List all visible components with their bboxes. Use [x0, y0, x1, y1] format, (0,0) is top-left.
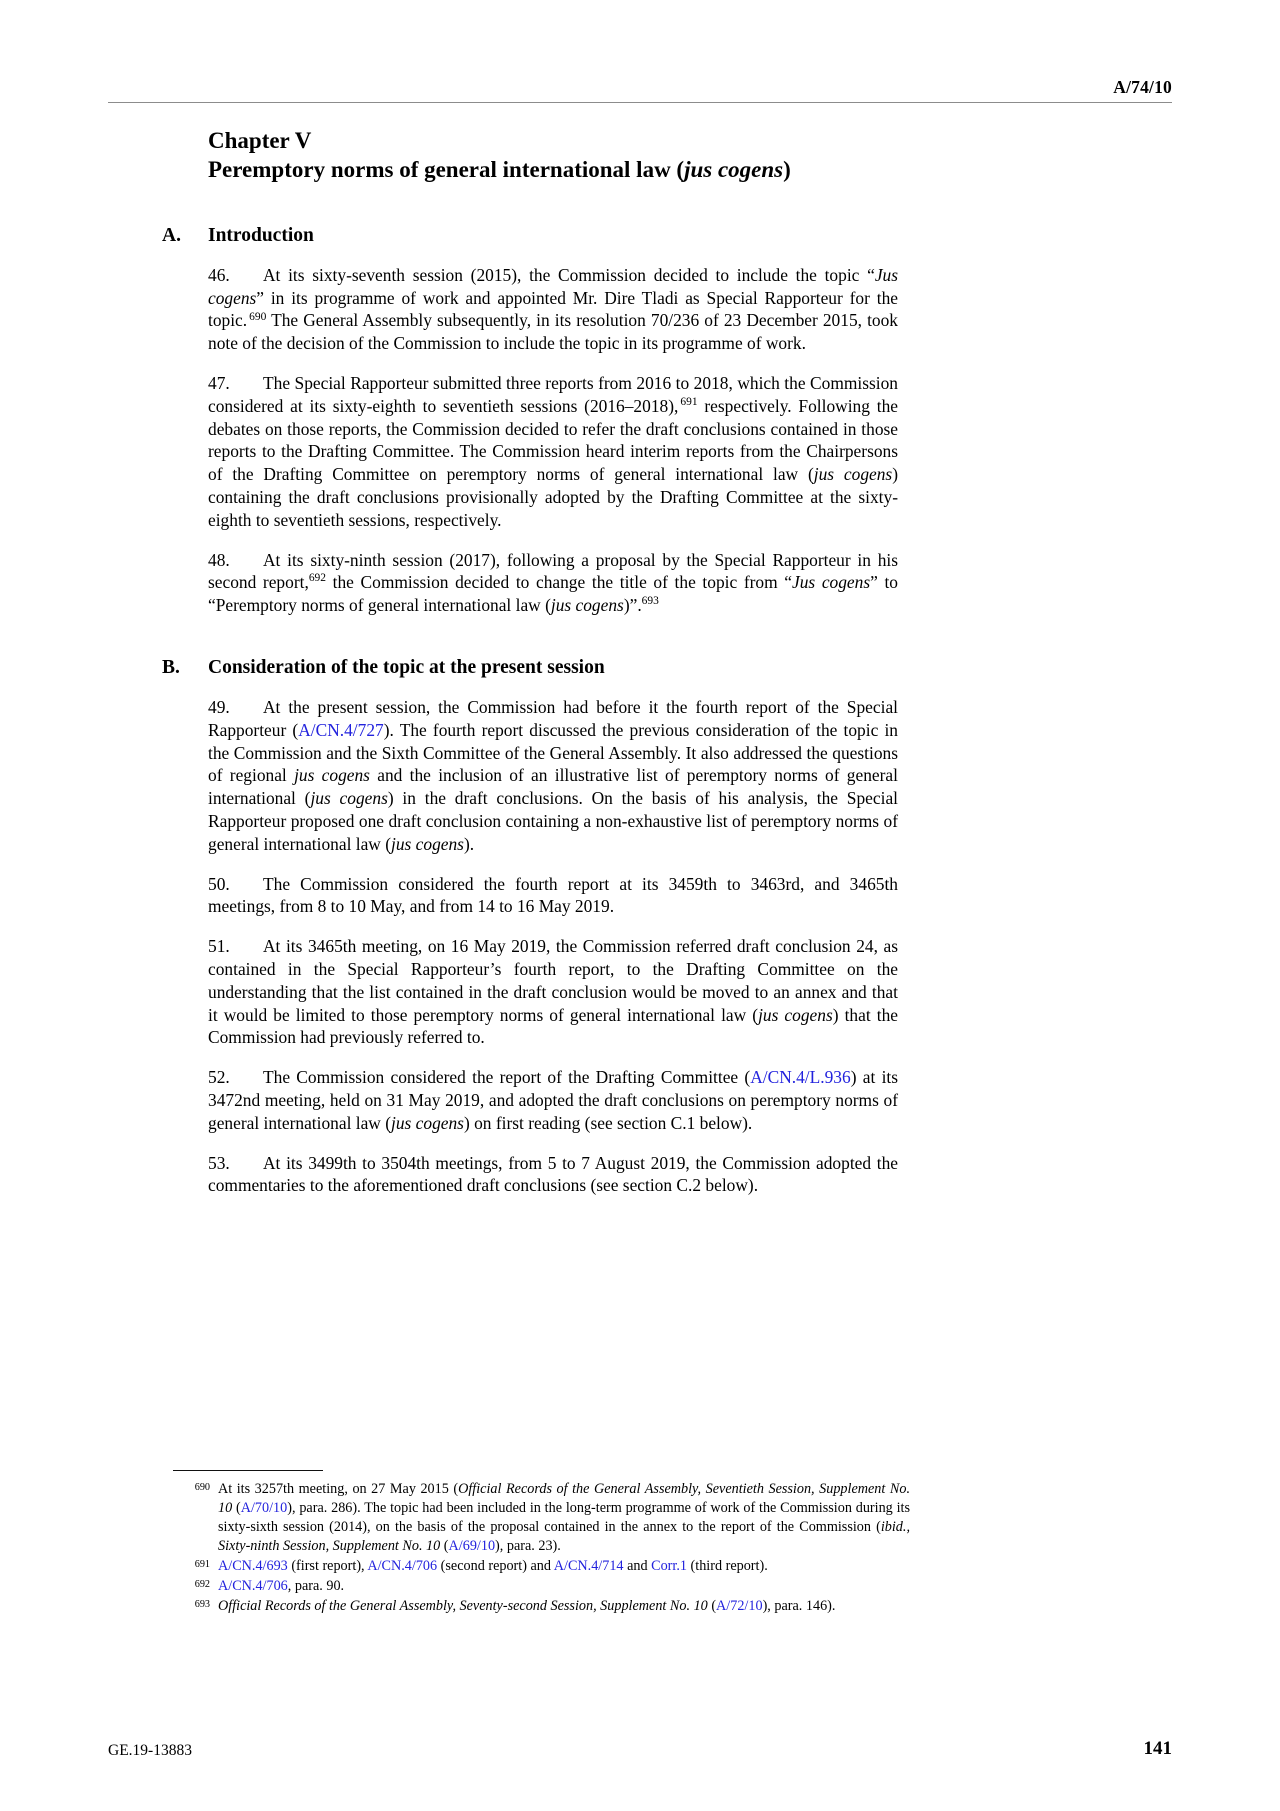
- paragraph-text: The General Assembly subsequently, in its resolution 70/236 of 23 December 2015, took note of the decision of the Commission to include the topic in its programme of work.: [208, 310, 898, 354]
- section-letter-a: A.: [162, 224, 181, 246]
- footnote-marker: 693: [194, 1599, 210, 1611]
- section-letter-b: B.: [162, 657, 180, 679]
- footnote-text: , para. 90.: [287, 1578, 345, 1595]
- footnote-ref-692[interactable]: 692: [308, 572, 327, 585]
- paragraph-text: respectively. Following the debates on those reports, the Commission decided to refer the draft conclusions contained in those reports to the Drafting Committee. The Commission heard interim reports from the Chairpersons of the Drafting Committee on peremptory norms of general international law (: [208, 395, 899, 485]
- page-content: [162, 126, 899, 1197]
- italic-term: jus cogens: [758, 1004, 833, 1025]
- paragraph-53: [208, 1152, 898, 1198]
- document-link-acn4706[interactable]: A/CN.4/706: [367, 1558, 438, 1575]
- section-title-b: Consideration of the topic at the present session: [208, 657, 605, 679]
- italic-term: jus cogens: [813, 464, 893, 485]
- paragraph-text: At its sixty-seventh session (2015), the Commission decided to include the topic “: [263, 264, 875, 285]
- paragraph-text: ) on first reading (see section C.1 below).: [463, 1112, 753, 1133]
- paragraph-text: The Commission considered the fourth report at its 3459th to 3463rd, and 3465th meetings, from 8 to 10 May, and from 14 to 16 May 2019.: [208, 873, 898, 917]
- document-link-a7010[interactable]: A/70/10: [240, 1500, 288, 1517]
- paragraph-text: and the inclusion of an illustrative list of peremptory norms of general international (: [208, 765, 898, 809]
- paragraph-text: )”.: [623, 595, 642, 616]
- paragraph-48: [208, 549, 898, 617]
- paragraph-number: 47.: [208, 373, 230, 394]
- chapter-title: [208, 155, 898, 184]
- paragraph-text: The Special Rapporteur submitted three reports from 2016 to 2018, which the Commission considered at its sixty-eighth to seventieth sessions (2016–2018),: [208, 373, 898, 416]
- paragraph-number: 53.: [208, 1152, 230, 1173]
- document-symbol: A/74/10: [1113, 77, 1172, 97]
- paragraph-text: ” to “Peremptory norms of general international law (: [208, 572, 898, 616]
- chapter-title-close: ): [783, 157, 791, 183]
- page-header: [108, 78, 1172, 103]
- footnote-690: [173, 1480, 910, 1556]
- paragraph-51: [208, 935, 898, 1049]
- paragraph-number: 50.: [208, 873, 230, 894]
- paragraph-text: At its sixty-ninth session (2017), following a proposal by the Special Rapporteur in his second report,: [208, 549, 898, 593]
- paragraph-text: ).: [463, 833, 475, 854]
- chapter-heading: [208, 126, 898, 185]
- chapter-label: Chapter V: [208, 128, 312, 153]
- paragraph-text: At the present session, the Commission had before it the fourth report of the Special Rapporteur (: [208, 697, 898, 740]
- footnote-text: ), para. 146).: [762, 1598, 836, 1615]
- paragraph-text: the Commission decided to change the title of the topic from “: [326, 572, 792, 593]
- footnote-text: (first report),: [287, 1558, 368, 1575]
- italic-term: jus cogens: [310, 788, 388, 809]
- paragraph-number: 49.: [208, 697, 230, 718]
- footnote-italic-title: ibid., Sixty-ninth Session, Supplement No. 10: [218, 1519, 910, 1555]
- paragraph-52: [208, 1066, 898, 1134]
- footnote-text: ), para. 23).: [495, 1538, 561, 1555]
- footnote-body: [218, 1577, 910, 1596]
- section-heading-b: [162, 657, 898, 679]
- footnote-693: [173, 1597, 910, 1616]
- italic-term: jus cogens: [294, 765, 370, 786]
- paragraph-text: At its 3465th meeting, on 16 May 2019, the Commission referred draft conclusion 24, as contained in the Special Rapporteur’s fourth report, to the Drafting Committee on the understanding that the list contained in the draft conclusion would be moved to an annex and that it would be limited to those peremptory norms of general international law (: [208, 936, 898, 1025]
- paragraph-46: [208, 264, 898, 355]
- paragraph-text: ) that the Commission had previously referred to.: [208, 1004, 899, 1048]
- footnotes-block: [173, 1470, 910, 1617]
- paragraph-text: At its 3499th to 3504th meetings, from 5 to 7 August 2019, the Commission adopted the commentaries to the aforementioned draft conclusions (see section C.2 below).: [208, 1152, 898, 1196]
- footnote-text: (third report).: [686, 1558, 768, 1575]
- paragraph-text: ) at its 3472nd meeting, held on 31 May 2019, and adopted the draft conclusions on peremptory norms of general international law (: [208, 1067, 899, 1133]
- paragraph-49: [208, 696, 898, 856]
- paragraph-number: 48.: [208, 549, 230, 570]
- chapter-title-italic: jus cogens: [684, 157, 784, 183]
- section-heading-a: [162, 225, 898, 247]
- footnote-text: (: [232, 1500, 241, 1517]
- footnote-ref-693[interactable]: 693: [641, 595, 659, 608]
- paragraph-50: [208, 873, 898, 919]
- footnote-body: [218, 1557, 910, 1576]
- footnote-body: [218, 1597, 910, 1616]
- header-rule: [108, 102, 1172, 103]
- document-link-acn4714[interactable]: A/CN.4/714: [553, 1558, 624, 1575]
- chapter-title-main: Peremptory norms of general international law (: [208, 157, 685, 183]
- document-link-acn4693[interactable]: A/CN.4/693: [218, 1558, 288, 1575]
- footnote-body: [218, 1480, 910, 1556]
- paragraph-text: ) containing the draft conclusions provisionally adopted by the Drafting Committee at the sixty-eighth to seventieth sessions, respectively.: [208, 464, 898, 530]
- footnote-text: At its 3257th meeting, on 27 May 2015 (: [218, 1481, 459, 1497]
- document-link-corr1[interactable]: Corr.1: [651, 1558, 687, 1575]
- document-link-acn4706[interactable]: A/CN.4/706: [218, 1578, 288, 1595]
- paragraph-text: ) in the draft conclusions. On the basis of his analysis, the Special Rapporteur proposed one draft conclusion containing a non-exhaustive list of peremptory norms of general international law (: [208, 788, 898, 854]
- paragraph-number: 52.: [208, 1067, 230, 1088]
- footnote-ref-690[interactable]: 690: [249, 310, 267, 323]
- footnote-692: [173, 1577, 910, 1596]
- footnote-text: and: [623, 1558, 652, 1575]
- document-link-acn4l936[interactable]: A/CN.4/L.936: [750, 1067, 851, 1088]
- footnote-691: [173, 1557, 910, 1576]
- italic-term: jus cogens: [391, 833, 464, 854]
- paragraph-text: ). The fourth report discussed the previous consideration of the topic in the Commission and the Sixth Committee of the General Assembly. It also addressed the questions of regional: [208, 719, 898, 786]
- paragraph-text: The Commission considered the report of the Drafting Committee (: [263, 1067, 751, 1088]
- footnote-marker: 692: [194, 1579, 210, 1591]
- footnote-italic-title: Official Records of the General Assembly, Seventy-second Session, Supplement No. 10: [218, 1598, 708, 1615]
- document-link-acn4727[interactable]: A/CN.4/727: [298, 719, 384, 740]
- italic-term: jus cogens: [550, 595, 624, 616]
- paragraph-text: ” in its programme of work and appointed Mr. Dire Tladi as Special Rapporteur for the topic.: [208, 287, 898, 331]
- footnote-text: (: [707, 1598, 717, 1615]
- document-link-a7210[interactable]: A/72/10: [716, 1598, 763, 1615]
- footer-job-symbol: GE.19-13883: [108, 1742, 192, 1759]
- document-link-a6910[interactable]: A/69/10: [448, 1538, 496, 1555]
- footnote-text: ), para. 286). The topic had been included in the long-term programme of work of the Commission during its sixty-sixth session (2014), on the basis of the proposal contained in the annex to the report of the Commission (: [218, 1500, 910, 1536]
- footnote-text: (second report) and: [437, 1558, 554, 1575]
- paragraph-47: [208, 372, 898, 532]
- footnote-marker: 691: [194, 1559, 210, 1571]
- italic-term: jus cogens: [391, 1112, 464, 1133]
- italic-term: Jus cogens: [208, 264, 898, 308]
- section-title-a: Introduction: [208, 224, 314, 246]
- italic-term: Jus cogens: [792, 572, 871, 593]
- footnote-text: (: [440, 1538, 449, 1555]
- footnote-ref-691[interactable]: 691: [680, 396, 698, 409]
- paragraph-number: 46.: [208, 264, 230, 285]
- paragraph-number: 51.: [208, 936, 230, 957]
- footnote-italic-title: Official Records of the General Assembly, Seventieth Session, Supplement No. 10: [218, 1481, 910, 1517]
- footnote-marker: 690: [194, 1482, 210, 1493]
- footer-page-number: 141: [1143, 1738, 1172, 1759]
- footnote-separator-rule: [173, 1470, 323, 1471]
